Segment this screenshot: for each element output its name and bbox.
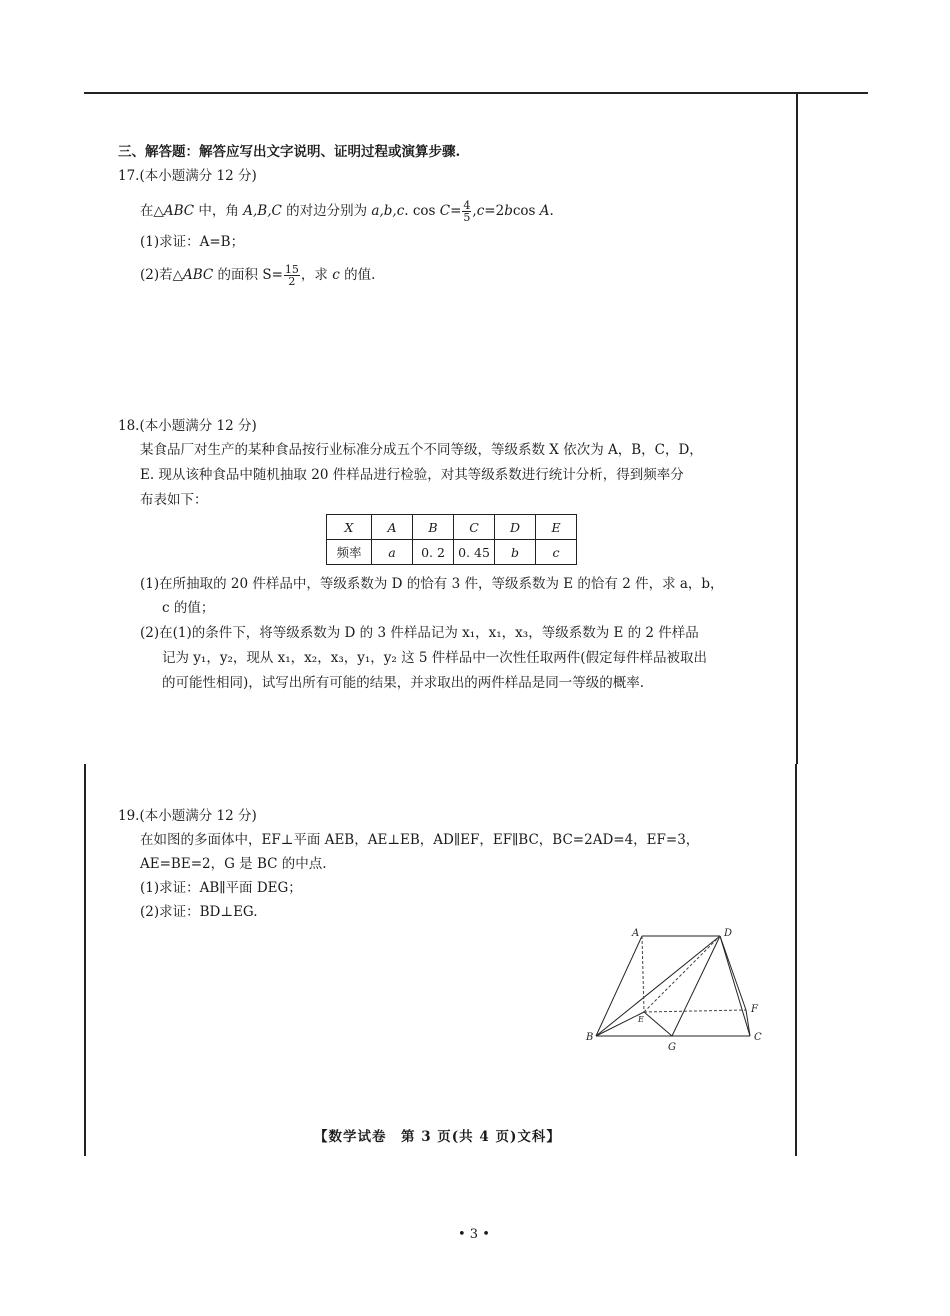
- table-cell: 频率: [327, 540, 372, 565]
- section-heading: 三、解答题：解答应写出文字说明、证明过程或演算步骤.: [118, 144, 461, 160]
- label-F: F: [751, 1004, 758, 1015]
- edge-EG: [644, 1012, 672, 1036]
- edge-AE: [642, 936, 644, 1012]
- q18-part2-line3: 的可能性相同)，试写出所有可能的结果，并求取出的两件样品是同一等级的概率.: [162, 675, 645, 691]
- label-G: G: [668, 1042, 676, 1053]
- table-cell: E: [536, 515, 577, 540]
- q18-part1-line1: (1)在所抽取的 20 件样品中，等级系数为 D 的恰有 3 件，等级系数为 E 的恰有 2 件，求 a，b，: [140, 576, 724, 592]
- polyhedron-figure: [584, 924, 784, 1054]
- q18-line1: 某食品厂对生产的某种食品按行业标准分成五个不同等级，等级系数 X 依次为 A，B，C，D，: [140, 442, 703, 458]
- q19-line2: AE=BE=2，G 是 BC 的中点.: [140, 856, 327, 872]
- table-cell: X: [327, 515, 372, 540]
- footer-title: 【数学试卷 第 3 页(共 4 页)文科】: [314, 1129, 561, 1145]
- q19-header: 19.(本小题满分 12 分): [118, 808, 257, 824]
- table-cell: 0. 2: [413, 540, 454, 565]
- edge-EF: [644, 1010, 746, 1012]
- label-C: C: [754, 1032, 762, 1043]
- table-cell: 0. 45: [454, 540, 495, 565]
- q18-line2: E. 现从该种食品中随机抽取 20 件样品进行检验，对其等级系数进行统计分析，得到频率分: [140, 467, 684, 483]
- edge-DF: [720, 936, 746, 1010]
- q17-header: 17.(本小题满分 12 分): [118, 168, 257, 184]
- frequency-table: [326, 514, 577, 565]
- cos-fraction: $\frac{4}{5}$: [463, 199, 471, 224]
- top-rule: [84, 92, 868, 94]
- q18-part2-line1: (2)在(1)的条件下，将等级系数为 D 的 3 件样品记为 x₁，x₁，x₃，等级系数为 E 的 2 件样品: [140, 625, 699, 641]
- q19-line1: 在如图的多面体中，EF⊥平面 AEB，AE⊥EB，AD∥EF，EF∥BC，BC=2AD=4，EF=3，: [140, 832, 700, 848]
- table-row: [327, 540, 577, 565]
- table-cell: c: [536, 540, 577, 565]
- edge-DC: [720, 936, 750, 1036]
- table-cell: b: [495, 540, 536, 565]
- edge-DG: [672, 936, 720, 1036]
- q18-part2-line2: 记为 y₁，y₂，现从 x₁，x₂，x₃，y₁，y₂ 这 5 件样品中一次性任取两件(假定每件样品被取出: [162, 650, 708, 666]
- table-cell: A: [372, 515, 413, 540]
- right-rule-lower: [795, 764, 797, 1156]
- left-rule-lower: [84, 764, 86, 1156]
- table-cell: D: [495, 515, 536, 540]
- edge-BE: [596, 1012, 644, 1036]
- table-cell: B: [413, 515, 454, 540]
- q17-intro: 在△ABC 中，角 A,B,C 的对边分别为 a,b,c. cos C= $\frac{4}{5}$ ,c=2bcos A.: [140, 199, 554, 224]
- edge-DB: [596, 936, 720, 1036]
- q17-part2: (2)若△ABC 的面积 S= $\frac{15}{2}$ ，求 c 的值.: [140, 263, 376, 288]
- right-rule-upper: [796, 92, 798, 764]
- q18-header: 18.(本小题满分 12 分): [118, 418, 257, 434]
- q19-part2: (2)求证：BD⊥EG.: [140, 904, 258, 920]
- edge-AB: [596, 936, 642, 1036]
- label-E: E: [638, 1015, 644, 1024]
- area-fraction: $\frac{15}{2}$: [284, 263, 299, 288]
- table-header-row: [327, 515, 577, 540]
- q18-part1-line2: c 的值；: [162, 600, 215, 616]
- label-D: D: [724, 928, 733, 939]
- q19-part1: (1)求证：AB∥平面 DEG；: [140, 880, 302, 896]
- page-number: • 3 •: [458, 1227, 490, 1242]
- q17-part1: (1)求证：A=B；: [140, 234, 245, 250]
- edge-ED: [644, 936, 720, 1012]
- label-B: B: [586, 1032, 594, 1043]
- q18-line3: 布表如下：: [140, 492, 208, 508]
- table-cell: C: [454, 515, 495, 540]
- label-A: A: [632, 928, 640, 939]
- table-cell: a: [372, 540, 413, 565]
